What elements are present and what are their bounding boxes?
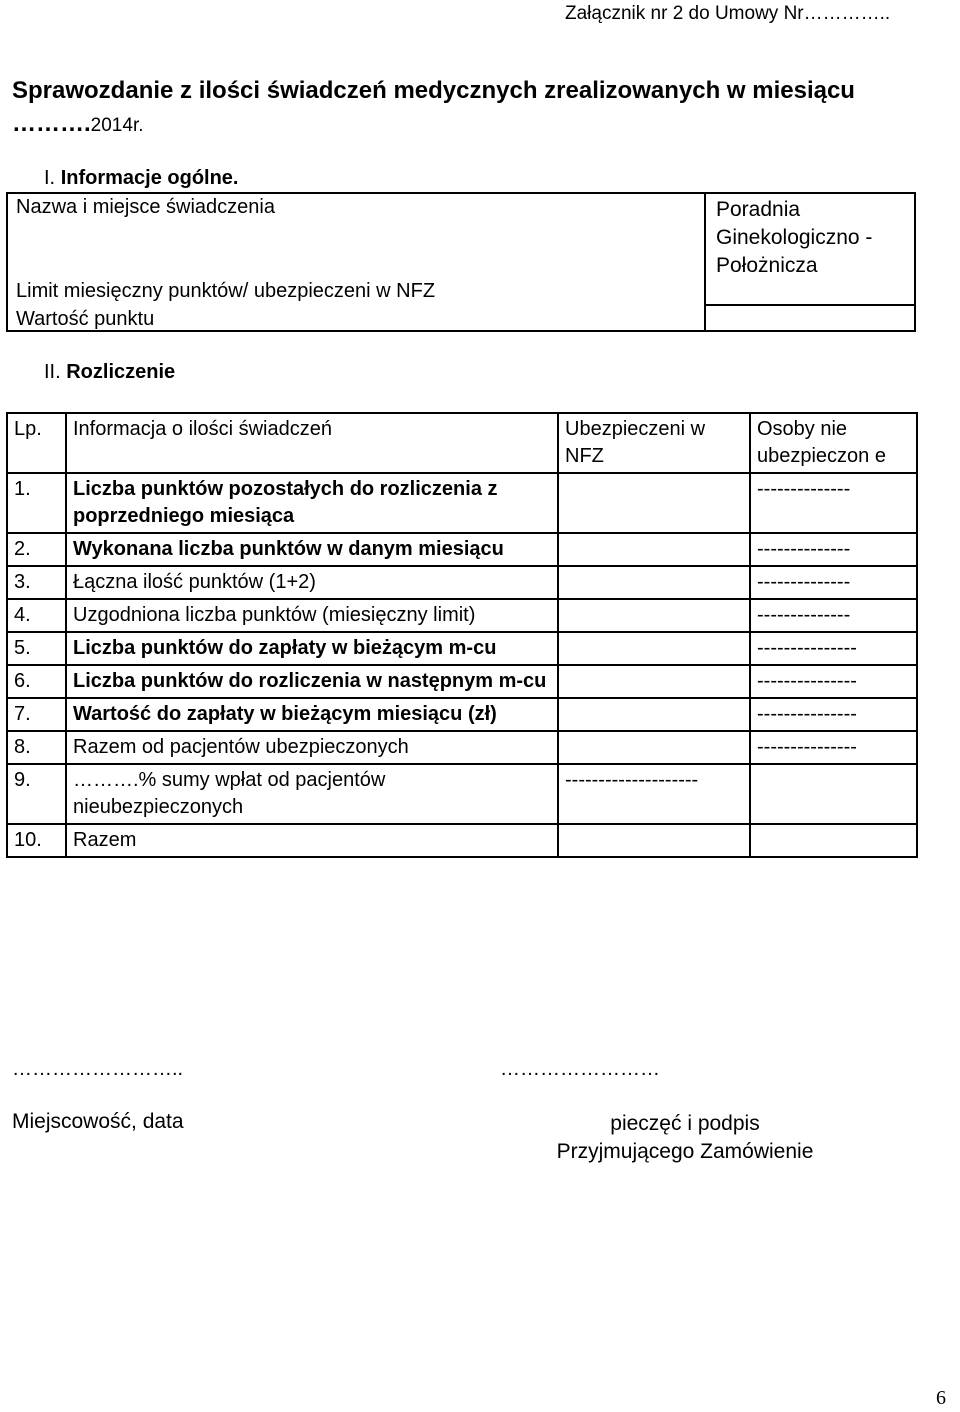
row-lp: 6. — [7, 665, 66, 698]
row-insured: -------------------- — [558, 764, 750, 824]
limit-label: Limit miesięczny punktów/ ubezpieczeni w NFZ — [16, 280, 436, 302]
row-insured — [558, 698, 750, 731]
clinic-name-value: Poradnia Ginekologiczno - Położnicza — [716, 198, 873, 277]
row-insured — [558, 566, 750, 599]
row-uninsured: -------------- — [750, 599, 917, 632]
row-lp: 1. — [7, 473, 66, 533]
row-lp: 5. — [7, 632, 66, 665]
section-2-number: II. — [44, 361, 61, 383]
header-uninsured: Osoby nie ubezpieczon e — [750, 413, 917, 473]
row-uninsured: -------------- — [750, 566, 917, 599]
header-lp: Lp. — [7, 413, 66, 473]
row-uninsured — [750, 764, 917, 824]
table-row — [7, 764, 917, 824]
section-2-title: Rozliczenie — [66, 361, 176, 383]
row-info: Wartość do zapłaty w bieżącym miesiącu (zł) — [66, 698, 558, 731]
signature-label — [540, 1110, 830, 1166]
row-insured — [558, 533, 750, 566]
table-row — [7, 533, 917, 566]
row-info: Razem od pacjentów ubezpieczonych — [66, 731, 558, 764]
row-info: Liczba punktów do rozliczenia w następnym m-cu — [66, 665, 558, 698]
table-row — [7, 599, 917, 632]
row-lp: 3. — [7, 566, 66, 599]
row-lp: 2. — [7, 533, 66, 566]
row-info: Uzgodniona liczba punktów (miesięczny limit) — [66, 599, 558, 632]
header-info: Informacja o ilości świadczeń — [66, 413, 558, 473]
stamp-label-line1: pieczęć i podpis — [610, 1112, 760, 1135]
row-lp: 10. — [7, 824, 66, 857]
row-uninsured: --------------- — [750, 731, 917, 764]
stamp-label-line2: Przyjmującego Zamówienie — [556, 1140, 814, 1163]
table-body — [7, 473, 917, 857]
document-title — [12, 74, 912, 142]
row-insured — [558, 599, 750, 632]
row-insured — [558, 665, 750, 698]
table-row — [7, 566, 917, 599]
row-info: Razem — [66, 824, 558, 857]
header-insured: Ubezpieczeni w NFZ — [558, 413, 750, 473]
row-uninsured: --------------- — [750, 698, 917, 731]
row-lp: 8. — [7, 731, 66, 764]
table-row — [7, 731, 917, 764]
row-info: Liczba punktów pozostałych do rozliczenia z poprzedniego miesiąca — [66, 473, 558, 533]
section-2-heading — [44, 361, 175, 384]
general-info-box — [6, 192, 916, 332]
table-row — [7, 665, 917, 698]
place-date-dots: …………………….. — [12, 1058, 184, 1080]
table-row — [7, 824, 917, 857]
table-row — [7, 473, 917, 533]
signature-dots: …………………… — [500, 1058, 660, 1080]
row-uninsured: -------------- — [750, 533, 917, 566]
table-row — [7, 632, 917, 665]
row-insured — [558, 731, 750, 764]
general-info-hline — [704, 304, 914, 306]
title-year: 2014r. — [90, 115, 144, 136]
row-uninsured: --------------- — [750, 632, 917, 665]
row-info: Liczba punktów do zapłaty w bieżącym m-cu — [66, 632, 558, 665]
row-insured — [558, 824, 750, 857]
annex-label: Załącznik nr 2 do Umowy Nr………….. — [565, 3, 891, 24]
row-info: ……….% sumy wpłat od pacjentów nieubezpieczonych — [66, 764, 558, 824]
row-insured — [558, 632, 750, 665]
name-place-label: Nazwa i miejsce świadczenia — [16, 196, 275, 218]
table-header-row — [7, 413, 917, 473]
section-1-number: I. — [44, 167, 56, 189]
place-date-label: Miejscowość, data — [12, 1110, 184, 1133]
table-row — [7, 698, 917, 731]
row-insured — [558, 473, 750, 533]
section-1-title: Informacje ogólne. — [60, 167, 239, 189]
row-uninsured: --------------- — [750, 665, 917, 698]
title-main: Sprawozdanie z ilości świadczeń medycznych zrealizowanych w miesiącu ………. — [12, 77, 855, 137]
row-info: Łączna ilość punktów (1+2) — [66, 566, 558, 599]
page-number: 6 — [936, 1387, 946, 1409]
row-lp: 7. — [7, 698, 66, 731]
row-lp: 9. — [7, 764, 66, 824]
row-lp: 4. — [7, 599, 66, 632]
row-uninsured — [750, 824, 917, 857]
row-uninsured: -------------- — [750, 473, 917, 533]
row-info: Wykonana liczba punktów w danym miesiącu — [66, 533, 558, 566]
section-1-heading — [44, 167, 239, 190]
general-info-divider — [704, 194, 706, 330]
point-value-label: Wartość punktu — [16, 308, 155, 330]
settlement-table — [6, 412, 918, 858]
